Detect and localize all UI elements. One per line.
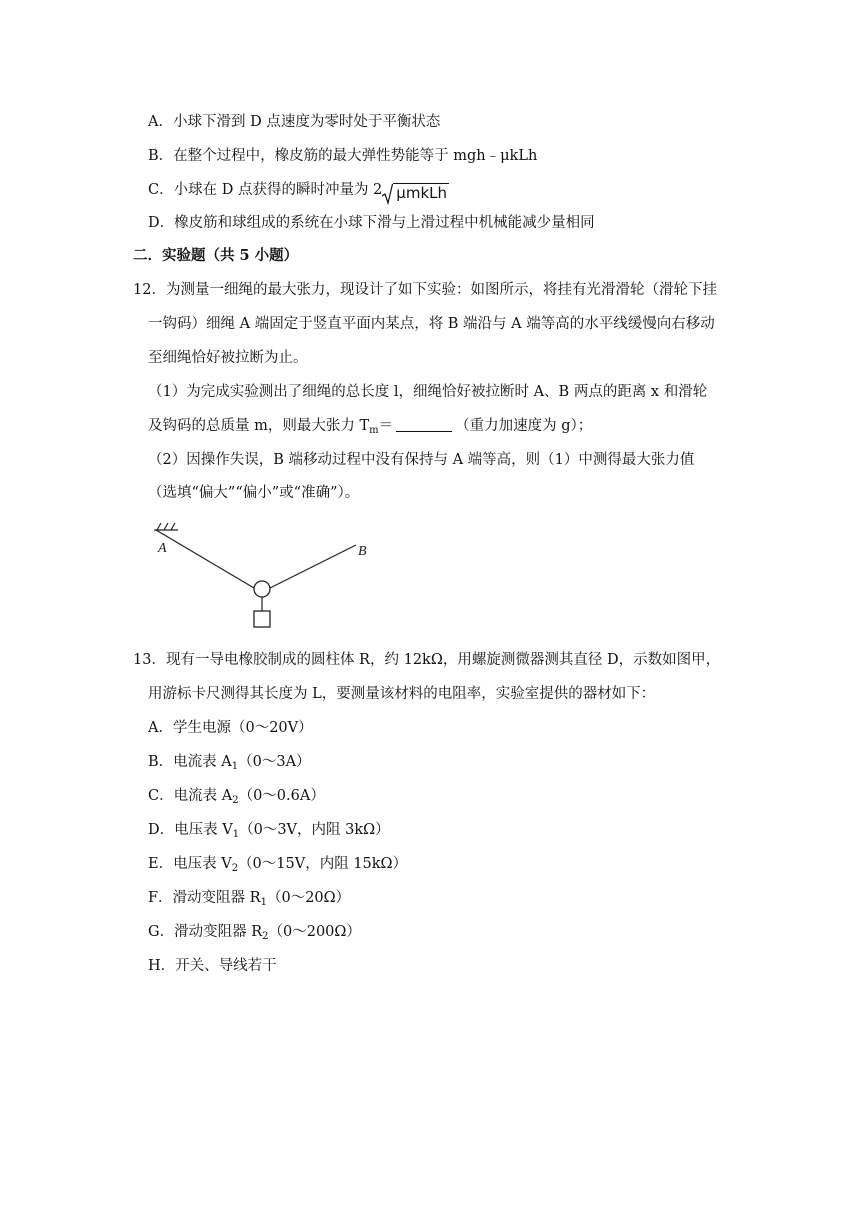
radical-sign-icon <box>382 183 393 205</box>
option-text: 小球下滑到 D 点速度为零时处于平衡状态 <box>172 114 441 130</box>
q11-option-b <box>148 146 537 166</box>
question-number: 12． <box>133 282 166 298</box>
answer-blank[interactable] <box>396 417 452 432</box>
subscript: 1 <box>232 829 240 840</box>
q12-part1-line-1: （1）为完成实验测出了细绳的总长度 l，细绳恰好被拉断时 A、B 两点的距离 x 和滑轮 <box>148 384 708 400</box>
equipment-item <box>148 854 407 874</box>
q12-line-1 <box>133 280 717 300</box>
subscript: 2 <box>231 863 239 874</box>
q12-part2-line-1: （2）因操作失误，B 端移动过程中没有保持与 A 端等高，则（1）中测得最大张力值 <box>148 452 695 468</box>
item-text: （0～0.6A） <box>238 788 325 804</box>
option-label: A． <box>148 114 173 130</box>
item-text: 滑动变阻器 R <box>172 890 261 906</box>
rope-right-segment <box>270 545 356 588</box>
option-label: C． <box>148 182 174 198</box>
weight-block-icon <box>254 611 270 627</box>
item-text: 电压表 V <box>174 822 233 838</box>
item-text: 滑动变阻器 R <box>174 924 263 940</box>
option-label: D． <box>148 215 175 231</box>
q12-line-3: 至细绳恰好被拉断为止。 <box>148 350 308 366</box>
fixed-support-icon <box>154 523 178 530</box>
option-text: 橡皮筋和球组成的系统在小球下滑与上滑过程中机械能减少量相同 <box>174 215 595 231</box>
question-number: 13． <box>133 652 166 668</box>
item-text: 电压表 V <box>173 856 232 872</box>
item-label: F． <box>148 890 173 906</box>
item-label: C． <box>148 788 174 804</box>
item-text: （0～200Ω） <box>268 924 361 940</box>
subscript: 1 <box>231 761 239 772</box>
item-label: G． <box>148 924 175 940</box>
q11-option-c <box>148 180 449 205</box>
text-segment: 及钩码的总质量 m，则最大张力 T <box>148 418 370 434</box>
item-label: A． <box>148 720 173 736</box>
q13-line-1 <box>133 650 720 670</box>
q11-option-d <box>148 213 595 233</box>
q12-part1-line-2 <box>148 416 592 436</box>
option-text: 在整个过程中，橡皮筋的最大弹性势能等于 mgh﹣μkLh <box>173 148 538 164</box>
subscript: 2 <box>232 795 239 806</box>
section-heading: 二．实验题（共 5 小题） <box>133 247 299 264</box>
equipment-item <box>148 718 313 738</box>
equipment-item <box>148 820 390 840</box>
item-label: B． <box>148 754 174 770</box>
question-text: 现有一导电橡胶制成的圆柱体 R，约 12kΩ，用螺旋测微器测其直径 D，示数如图甲， <box>165 652 721 668</box>
item-text: （0～20Ω） <box>266 890 351 906</box>
text-segment: ＝ <box>378 418 394 434</box>
item-text: 电流表 A <box>173 788 233 804</box>
subscript: 2 <box>262 931 269 942</box>
pulley-icon <box>254 581 270 597</box>
q12-line-2: 一钩码）细绳 A 端固定于竖直平面内某点，将 B 端沿与 A 端等高的水平线缓慢向右移动 <box>148 316 715 332</box>
item-text: 学生电源（0～20V） <box>172 720 313 736</box>
q13-line-2: 用游标卡尺测得其长度为 L，要测量该材料的电阻率，实验室提供的器材如下： <box>148 686 656 702</box>
equipment-item <box>148 922 361 942</box>
subscript: m <box>369 425 379 436</box>
item-label: D． <box>148 822 175 838</box>
item-text: （0～3A） <box>238 754 311 770</box>
rope-left-segment <box>156 530 254 588</box>
radicand: μmkLh <box>393 183 449 202</box>
question-text: 为测量一细绳的最大张力，现设计了如下实验：如图所示，将挂有光滑滑轮（滑轮下挂 <box>165 282 717 298</box>
item-text: （0～3V，内阻 3kΩ） <box>239 822 390 838</box>
item-text: 电流表 A <box>173 754 232 770</box>
option-text: 小球在 D 点获得的瞬时冲量为 2 <box>173 182 383 198</box>
point-b-label: B <box>358 544 367 559</box>
item-label: H． <box>148 958 176 974</box>
point-a-label: A <box>158 541 167 556</box>
equipment-item <box>148 786 325 806</box>
subscript: 1 <box>260 897 267 908</box>
q12-part2-line-2: （选填“偏大”“偏小”或“准确”）。 <box>148 485 360 501</box>
equipment-item <box>148 956 277 976</box>
item-text: 开关、导线若干 <box>175 958 277 974</box>
q11-option-a <box>148 112 440 132</box>
square-root-expression <box>382 183 449 205</box>
item-label: E． <box>148 856 174 872</box>
equipment-item <box>148 888 350 908</box>
pulley-rope-figure <box>146 522 386 634</box>
text-segment: （重力加速度为 g）； <box>455 418 593 434</box>
equipment-item <box>148 752 311 772</box>
item-text: （0～15V，内阻 15kΩ） <box>238 856 408 872</box>
option-label: B． <box>148 148 174 164</box>
